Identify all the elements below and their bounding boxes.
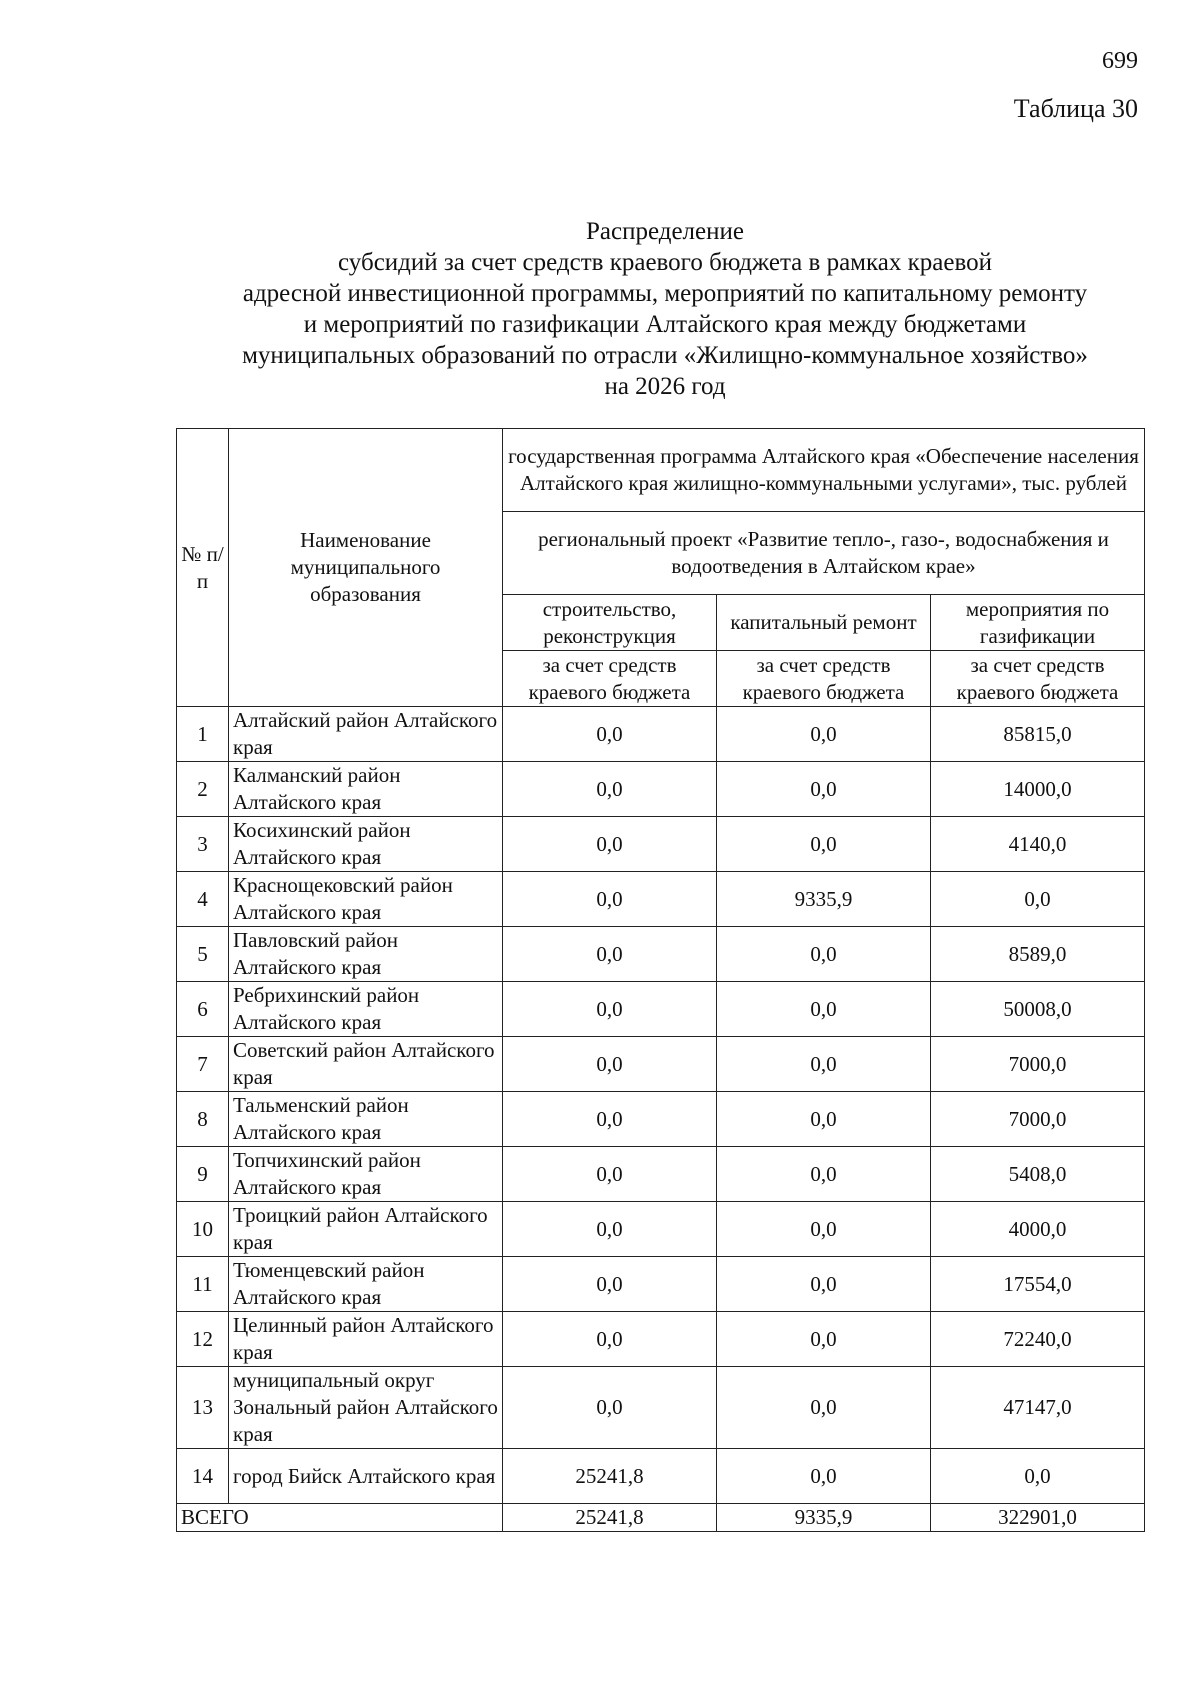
row-value-gasification: 0,0 <box>931 872 1145 927</box>
header-project: региональный проект «Развитие тепло-, газо-, водоснабжения и водоотведения в Алтайском крае» <box>503 512 1145 595</box>
row-value-repair: 0,0 <box>717 1257 931 1312</box>
row-name: Павловский район Алтайского края <box>229 927 503 982</box>
row-num: 14 <box>177 1449 229 1504</box>
row-value-gasification: 4140,0 <box>931 817 1145 872</box>
row-value-construction: 25241,8 <box>503 1449 717 1504</box>
row-num: 2 <box>177 762 229 817</box>
row-value-construction: 0,0 <box>503 927 717 982</box>
header-source: за счет средств краевого бюджета <box>503 651 717 707</box>
total-row <box>177 1504 1145 1532</box>
header-name: Наименование муниципального образования <box>229 429 503 707</box>
row-value-gasification: 14000,0 <box>931 762 1145 817</box>
total-label: ВСЕГО <box>177 1504 503 1532</box>
table-body <box>177 707 1145 1532</box>
table-row <box>177 1037 1145 1092</box>
header-source: за счет средств краевого бюджета <box>717 651 931 707</box>
row-name: Алтайский район Алтайского края <box>229 707 503 762</box>
title-line: на 2026 год <box>604 373 726 400</box>
row-value-gasification: 85815,0 <box>931 707 1145 762</box>
title-line: и мероприятий по газификации Алтайского края между бюджетами <box>303 311 1027 338</box>
table-row <box>177 1367 1145 1449</box>
row-value-repair: 0,0 <box>717 1449 931 1504</box>
table-row <box>177 1449 1145 1504</box>
row-name: Целинный район Алтайского края <box>229 1312 503 1367</box>
title-line: адресной инвестиционной программы, мероприятий по капитальному ремонту <box>242 280 1088 307</box>
row-value-gasification: 5408,0 <box>931 1147 1145 1202</box>
row-name: Калманский район Алтайского края <box>229 762 503 817</box>
row-value-construction: 0,0 <box>503 1202 717 1257</box>
row-name: Краснощековский район Алтайского края <box>229 872 503 927</box>
header-source: за счет средств краевого бюджета <box>931 651 1145 707</box>
header-col-gasification: мероприятия по газификации <box>931 595 1145 651</box>
title-line: муниципальных образований по отрасли «Жилищно-коммунальное хозяйство» <box>242 342 1088 369</box>
row-value-gasification: 7000,0 <box>931 1092 1145 1147</box>
row-name: Косихинский район Алтайского края <box>229 817 503 872</box>
row-value-repair: 0,0 <box>717 707 931 762</box>
row-name: муниципальный округ Зональный район Алтайского края <box>229 1367 503 1449</box>
row-name: Тюменцевский район Алтайского края <box>229 1257 503 1312</box>
row-value-repair: 0,0 <box>717 1202 931 1257</box>
row-num: 13 <box>177 1367 229 1449</box>
row-value-gasification: 0,0 <box>931 1449 1145 1504</box>
row-num: 1 <box>177 707 229 762</box>
table-row <box>177 982 1145 1037</box>
table-row <box>177 1312 1145 1367</box>
row-name: Тальменский район Алтайского края <box>229 1092 503 1147</box>
row-name: Советский район Алтайского края <box>229 1037 503 1092</box>
row-value-construction: 0,0 <box>503 1037 717 1092</box>
table-row <box>177 817 1145 872</box>
page-number: 699 <box>1102 48 1138 74</box>
table-row <box>177 1202 1145 1257</box>
table-header <box>177 429 1145 707</box>
header-num: № п/п <box>177 429 229 707</box>
row-value-repair: 0,0 <box>717 927 931 982</box>
row-value-gasification: 4000,0 <box>931 1202 1145 1257</box>
row-value-gasification: 7000,0 <box>931 1037 1145 1092</box>
table-row <box>177 762 1145 817</box>
row-value-construction: 0,0 <box>503 1257 717 1312</box>
row-value-construction: 0,0 <box>503 1312 717 1367</box>
total-value-repair: 9335,9 <box>717 1504 931 1532</box>
row-name: город Бийск Алтайского края <box>229 1449 503 1504</box>
row-num: 7 <box>177 1037 229 1092</box>
row-value-repair: 9335,9 <box>717 872 931 927</box>
row-value-repair: 0,0 <box>717 817 931 872</box>
row-value-gasification: 8589,0 <box>931 927 1145 982</box>
header-program: государственная программа Алтайского края «Обеспечение населения Алтайского края жилищно-коммунальными услугами», тыс. рублей <box>503 429 1145 512</box>
title-line: Распределение <box>586 218 744 245</box>
row-value-construction: 0,0 <box>503 982 717 1037</box>
row-value-repair: 0,0 <box>717 1037 931 1092</box>
row-value-repair: 0,0 <box>717 762 931 817</box>
row-value-construction: 0,0 <box>503 1147 717 1202</box>
table-row <box>177 1147 1145 1202</box>
row-value-gasification: 17554,0 <box>931 1257 1145 1312</box>
row-num: 11 <box>177 1257 229 1312</box>
table-row <box>177 707 1145 762</box>
row-num: 4 <box>177 872 229 927</box>
total-value-construction: 25241,8 <box>503 1504 717 1532</box>
row-num: 10 <box>177 1202 229 1257</box>
row-num: 12 <box>177 1312 229 1367</box>
table-row <box>177 927 1145 982</box>
header-col-repair: капитальный ремонт <box>717 595 931 651</box>
table-row <box>177 1092 1145 1147</box>
row-value-construction: 0,0 <box>503 762 717 817</box>
table-row <box>177 1257 1145 1312</box>
row-num: 6 <box>177 982 229 1037</box>
row-num: 8 <box>177 1092 229 1147</box>
row-value-gasification: 47147,0 <box>931 1367 1145 1449</box>
row-value-repair: 0,0 <box>717 982 931 1037</box>
header-col-construction: строительство, реконструкция <box>503 595 717 651</box>
row-value-construction: 0,0 <box>503 872 717 927</box>
row-num: 5 <box>177 927 229 982</box>
row-value-construction: 0,0 <box>503 1367 717 1449</box>
row-value-construction: 0,0 <box>503 707 717 762</box>
row-name: Ребрихинский район Алтайского края <box>229 982 503 1037</box>
document-title <box>170 216 1160 402</box>
row-value-repair: 0,0 <box>717 1147 931 1202</box>
title-line: субсидий за счет средств краевого бюджета в рамках краевой <box>338 249 992 276</box>
row-value-repair: 0,0 <box>717 1312 931 1367</box>
row-value-construction: 0,0 <box>503 1092 717 1147</box>
row-value-gasification: 72240,0 <box>931 1312 1145 1367</box>
row-num: 3 <box>177 817 229 872</box>
row-value-gasification: 50008,0 <box>931 982 1145 1037</box>
row-value-repair: 0,0 <box>717 1367 931 1449</box>
subsidy-table <box>176 428 1145 1532</box>
row-value-construction: 0,0 <box>503 817 717 872</box>
table-row <box>177 872 1145 927</box>
row-value-repair: 0,0 <box>717 1092 931 1147</box>
table-label: Таблица 30 <box>1013 94 1138 123</box>
row-name: Троицкий район Алтайского края <box>229 1202 503 1257</box>
row-num: 9 <box>177 1147 229 1202</box>
total-value-gasification: 322901,0 <box>931 1504 1145 1532</box>
row-name: Топчихинский район Алтайского края <box>229 1147 503 1202</box>
